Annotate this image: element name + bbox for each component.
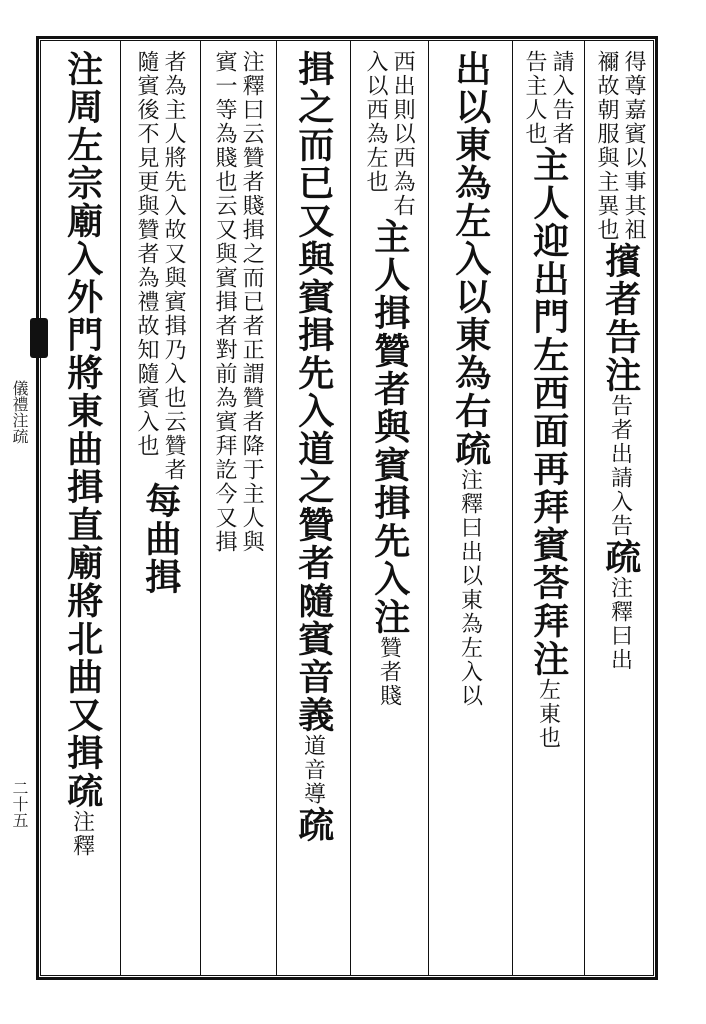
commentary-pair — [595, 50, 645, 242]
main-text-line: 出以東為左入以東為右 — [449, 50, 492, 430]
text-column — [283, 50, 343, 970]
commentary-line: 者為主人將先入故又與賓揖乃入也云贊者 — [161, 50, 187, 482]
text-column — [440, 50, 500, 970]
commentary-pair — [523, 50, 573, 146]
commentary-text: 注釋 — [69, 810, 95, 858]
marker-text: 注 — [599, 356, 642, 394]
main-text: 音義 — [292, 658, 335, 734]
column-rule — [200, 40, 201, 976]
text-column — [359, 50, 419, 970]
marker-text: 注 — [368, 598, 411, 636]
commentary-text: 左東也 — [535, 678, 561, 750]
commentary-pair — [213, 50, 263, 554]
main-text: 擯者告 — [599, 242, 642, 356]
commentary-line: 注釋曰云贊者賤揖之而已者正謂贊者降于主人與 — [239, 50, 265, 554]
commentary-text: 注釋曰出 — [607, 576, 633, 672]
main-text: 疏 — [61, 772, 104, 810]
column-rule — [512, 40, 513, 976]
text-column — [208, 50, 268, 970]
commentary-line: 西出則以西為右 — [390, 50, 416, 218]
commentary-line: 禰故朝服與主異也 — [594, 50, 619, 242]
marker-text: 疏 — [292, 806, 335, 844]
main-text-line: 揖之而已又與賓揖先入道之贊者隨賓 — [292, 50, 335, 658]
marker-text: 注 — [527, 640, 570, 678]
commentary-text: 贊者賤 — [376, 636, 402, 708]
column-rule — [350, 40, 351, 976]
column-rule — [276, 40, 277, 976]
commentary-line: 賓一等為賤也云又與賓揖者對前為賓拜訖今又揖 — [212, 50, 237, 554]
text-column — [590, 50, 650, 970]
marker-text: 疏 — [599, 538, 642, 576]
main-text: 主人揖贊者與賓揖先入 — [368, 218, 411, 598]
commentary-line: 請入告者 — [549, 50, 575, 146]
main-text: 每曲揖 — [139, 482, 182, 596]
commentary-pair — [135, 50, 185, 482]
text-column — [52, 50, 112, 970]
commentary-line: 告主人也 — [522, 50, 547, 146]
commentary-pair — [364, 50, 414, 218]
main-text: 主人迎出門左西面再拜賓荅拜 — [527, 146, 570, 640]
commentary-text: 告者出請入告 — [607, 394, 633, 538]
column-rule — [120, 40, 121, 976]
text-column — [130, 50, 190, 970]
commentary-text: 道音導 — [300, 734, 326, 806]
page-number: 二十五 — [10, 780, 29, 828]
commentary-line: 隨賓後不見更與贊者為禮故知隨賓入也 — [134, 50, 159, 458]
main-text: 疏 — [449, 430, 492, 468]
commentary-line: 得尊嘉賓以事其祖 — [621, 50, 647, 242]
commentary-line: 入以西為左也 — [363, 50, 388, 194]
commentary-text: 注釋曰出以東為左入以 — [457, 468, 483, 708]
column-rule — [584, 40, 585, 976]
book-title: 儀禮注疏 — [10, 380, 29, 444]
main-text-line: 注周左宗廟入外門將東曲揖直廟將北曲又揖 — [61, 50, 104, 772]
text-column — [518, 50, 578, 970]
column-rule — [428, 40, 429, 976]
